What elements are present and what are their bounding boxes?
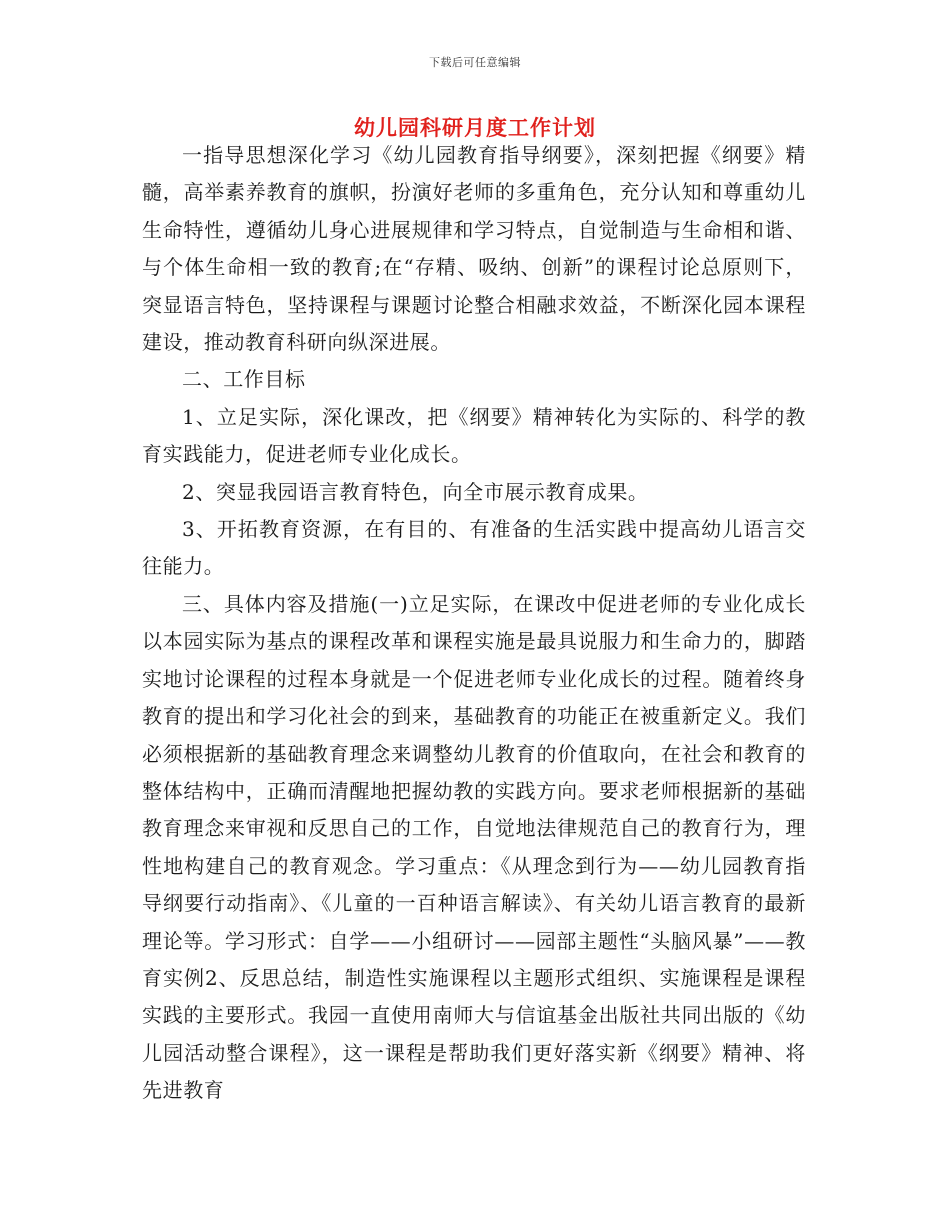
header-note: 下载后可任意编辑 bbox=[429, 56, 521, 69]
paragraph-section-goals-heading: 二、工作目标 bbox=[182, 367, 306, 392]
document-title: 幼儿园科研月度工作计划 bbox=[354, 115, 596, 140]
paragraph-goal-1: 1、立足实际，深化课改，把《纲要》精神转化为实际的、科学的教育实践能力，促进老师专业化成长。 bbox=[142, 404, 806, 467]
paragraph-goal-3: 3、开拓教育资源，在有目的、有准备的生活实践中提高幼儿语言交往能力。 bbox=[142, 517, 806, 579]
paragraph-section-measures: 三、具体内容及措施(一)立足实际，在课改中促进老师的专业化成长以本园实际为基点的课程改革和课程实施是最具说服力和生命力的，脚踏实地讨论课程的过程本身就是一个促进老师专业化成长的过程。随着终身教育的提出和学习化社会的到来，基础教育的功能正在被重新定义。我们必须根据新的基础教育理念来调整幼儿教育的价值取向，在社会和教育的整体结构中，正确而清醒地把握幼教的实践方向。要求老师根据新的基础教育理念来审视和反思自己的工作，自觉地法律规范自己的教育行为，理性地构建自己的教育观念。学习重点：《从理念到行为——幼儿园教育指导纲要行动指南》、《儿童的一百种语言解读》、有关幼儿语言教育的最新理论等。学习形式：自学——小组研讨——园部主题性“头脑风暴”——教育实例2、反思总结，制造性实施课程以主题形式组织、实施课程是课程实践的主要形式。我园一直使用南师大与信谊基金出版社共同出版的《幼儿园活动整合课程》，这一课程是帮助我们更好落实新《纲要》精神、将先进教育 bbox=[142, 591, 806, 1103]
document-body bbox=[142, 137, 806, 1110]
paragraph-guiding-thought: 一指导思想深化学习《幼儿园教育指导纲要》，深刻把握《纲要》精髓，高举素养教育的旗帜，扮演好老师的多重角色，充分认知和尊重幼儿生命特性，遵循幼儿身心进展规律和学习特点，自觉制造与生命相和谐、与个体生命相一致的教育;在“存精、吸纳、创新”的课程讨论总原则下，突显语言特色，坚持课程与课题讨论整合相融求效益，不断深化园本课程建设，推动教育科研向纵深进展。 bbox=[142, 143, 806, 355]
paragraph-goal-2: 2、突显我园语言教育特色，向全市展示教育成果。 bbox=[182, 479, 649, 504]
